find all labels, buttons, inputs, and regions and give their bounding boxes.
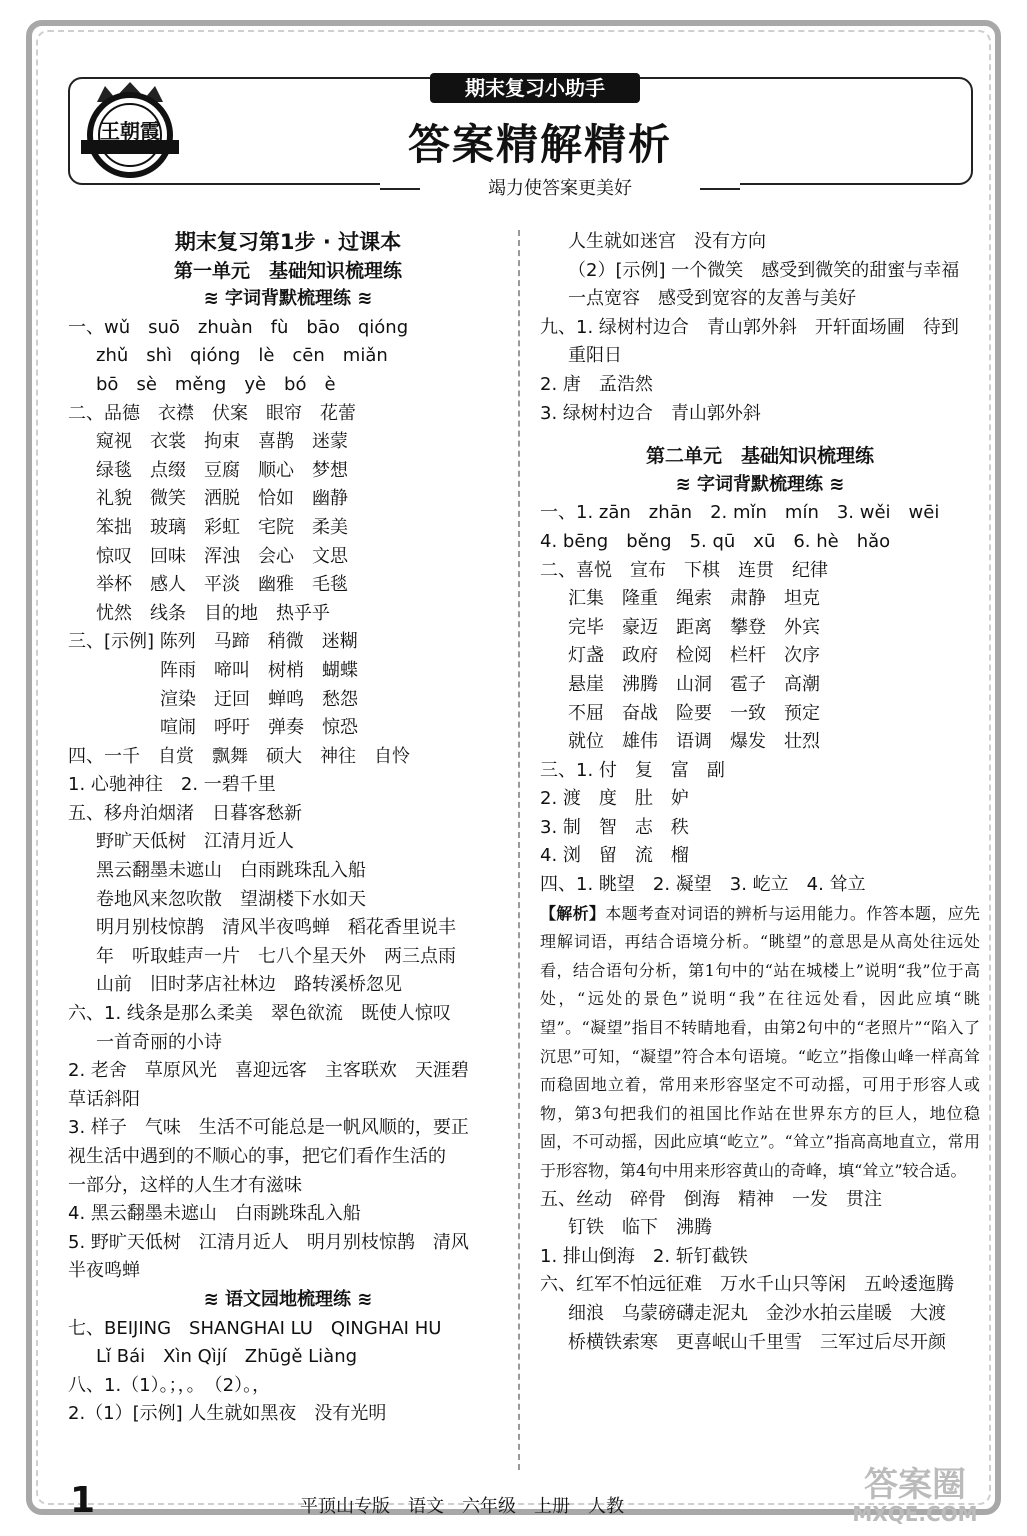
- answer-line: 七、BEIJING SHANGHAI LU QINGHAI HU: [68, 1317, 442, 1339]
- answer-line: 二、品德 衣襟 伏案 眼帘 花蕾: [68, 402, 356, 424]
- answer-line: 绿毯 点缀 豆腐 顺心 梦想: [96, 459, 348, 481]
- answer-line: 2. 渡 度 肚 妒: [540, 788, 689, 810]
- answer-line: 笨拙 玻璃 彩虹 宅院 柔美: [96, 516, 348, 538]
- answer-line: 四、1. 眺望 2. 凝望 3. 屹立 4. 耸立: [540, 874, 866, 896]
- answer-line: 卷地风来忽吹散 望湖楼下水如天: [96, 888, 366, 910]
- answer-line: 草话斜阳: [68, 1088, 140, 1110]
- answer-line: 2. 老舍 草原风光 喜迎远客 主客联欢 天涯碧: [68, 1060, 469, 1082]
- answer-line: 悬崖 沸腾 山洞 雹子 高潮: [568, 673, 820, 695]
- answer-line: 一、1. zān zhān 2. mǐn mín 3. wěi wēi: [540, 502, 940, 524]
- answer-line: bō sè měng yè bó è: [96, 373, 336, 395]
- spacer: [540, 428, 980, 442]
- answer-line: 5. 野旷天低树 江清月近人 明月别枝惊鹊 清风: [68, 1231, 469, 1253]
- answer-line: Lǐ Bái Xìn Qìjí Zhūgě Liàng: [96, 1346, 358, 1368]
- part-title: 期末复习第1步 · 过课本: [174, 230, 402, 254]
- answer-line: 礼貌 微笑 洒脱 恰如 幽静: [96, 488, 348, 510]
- header-slogan: 竭力使答案更美好: [380, 177, 740, 201]
- unit-title: 第二单元 基础知识梳理练: [645, 445, 874, 468]
- page-number: 1: [70, 1480, 96, 1521]
- answer-line: 惊叹 回味 浑浊 会心 文思: [96, 545, 348, 567]
- answer-line: zhǔ shì qióng lè cēn miǎn: [96, 345, 388, 367]
- answer-line: 完毕 豪迈 距离 攀登 外宾: [568, 616, 820, 638]
- watermark-sub: MXQE.COM: [852, 1502, 978, 1526]
- answer-line: 4. 浏 留 流 榴: [540, 845, 689, 867]
- answer-line: 3. 制 智 志 秩: [540, 816, 689, 838]
- answer-line: 重阳日: [568, 345, 622, 367]
- column-divider: [518, 230, 520, 1470]
- answer-line: 九、1. 绿树村边合 青山郭外斜 开轩面场圃 待到: [540, 316, 959, 338]
- answer-line: 半夜鸣蝉: [68, 1260, 140, 1282]
- answer-line: 忧然 线条 目的地 热乎乎: [96, 602, 330, 624]
- answer-line: 明月别枝惊鹊 清风半夜鸣蝉 稻花香里说丰: [96, 917, 456, 939]
- answer-line: 人生就如迷宫 没有方向: [568, 231, 766, 252]
- page-title: 答案精解精析: [407, 120, 672, 169]
- answer-line: 一、wǔ suō zhuàn fù bāo qióng: [68, 316, 409, 338]
- answer-line: 六、1. 线条是那么柔美 翠色欲流 既使人惊叹: [68, 1003, 451, 1025]
- answer-line: 五、移舟泊烟渚 日暮客愁新: [68, 802, 302, 824]
- answer-line: 二、喜悦 宣布 下棋 连贯 纪律: [540, 559, 828, 581]
- answer-line: 年 听取蛙声一片 七八个星天外 两三点雨: [96, 945, 456, 967]
- answer-line: 三、1. 付 复 富 副: [540, 759, 725, 781]
- answer-line: 汇集 隆重 绳索 肃静 坦克: [568, 588, 820, 610]
- logo-text: 王朝霞: [100, 119, 160, 143]
- answer-line: 五、丝动 碎骨 倒海 精神 一发 贯注: [540, 1188, 882, 1210]
- answer-line: 举杯 感人 平淡 幽雅 毛毯: [96, 574, 348, 596]
- answer-line: 窥视 衣裳 拘束 喜鹊 迷蒙: [96, 431, 348, 453]
- answer-line: 黑云翻墨未遮山 白雨跳珠乱入船: [96, 860, 366, 882]
- section-heading: ≋ 字词背默梳理练 ≋: [203, 288, 373, 310]
- answer-line: （2）[示例] 一个微笑 感受到微笑的甜蜜与幸福: [568, 259, 960, 281]
- footer-info: 平顶山专版 语文 六年级 上册 人教: [300, 1496, 624, 1517]
- answer-line: 4. 黑云翻墨未遮山 白雨跳珠乱入船: [68, 1203, 361, 1225]
- watermark-main: 答案圈: [864, 1465, 966, 1505]
- header-tag: 期末复习小助手: [430, 73, 640, 103]
- analysis-paragraph: [540, 900, 980, 1186]
- answer-line: 1. 心驰神往 2. 一碧千里: [68, 774, 276, 796]
- answer-line: 野旷天低树 江清月近人: [96, 831, 294, 853]
- answer-line: 视生活中遇到的不顺心的事，把它们看作生活的: [68, 1146, 446, 1167]
- answer-line: 细浪 乌蒙磅礴走泥丸 金沙水拍云崖暖 大渡: [568, 1302, 946, 1324]
- answer-line: 一点宽容 感受到宽容的友善与美好: [568, 288, 856, 310]
- answer-line: 2.（1）[示例] 人生就如黑夜 没有光明: [68, 1403, 387, 1425]
- answer-line: 1. 排山倒海 2. 斩钉截铁: [540, 1245, 748, 1267]
- answer-line: 灯盏 政府 检阅 栏杆 次序: [568, 645, 820, 667]
- right-column: [540, 228, 980, 1357]
- answer-line: 4. bēng běng 5. qū xū 6. hè hǎo: [540, 530, 891, 552]
- watermark: [820, 1465, 1010, 1530]
- section-heading: ≋ 语文园地梳理练 ≋: [203, 1288, 373, 1310]
- answer-line: 喧闹 呼吁 弹奏 惊恐: [160, 717, 358, 739]
- answer-line: 3. 绿树村边合 青山郭外斜: [540, 402, 761, 424]
- answer-line: 就位 雄伟 语调 爆发 壮烈: [568, 731, 820, 753]
- answer-line: 一部分，这样的人生才有滋味: [68, 1174, 302, 1196]
- answer-line: 渲染 迂回 蝉鸣 愁怨: [160, 688, 358, 710]
- brand-logo-icon: [75, 80, 185, 180]
- answer-line: 三、[示例] 陈列 马蹄 稍微 迷糊: [68, 631, 358, 653]
- answer-line: 3. 样子 气味 生活不可能总是一帆风顺的，要正: [68, 1117, 469, 1139]
- answer-line: 山前 旧时茅店社林边 路转溪桥忽见: [96, 974, 402, 996]
- unit-title: 第一单元 基础知识梳理练: [173, 259, 402, 282]
- answer-line: 钉铁 临下 沸腾: [568, 1217, 712, 1239]
- answer-line: 不屈 奋战 险要 一致 预定: [568, 702, 820, 724]
- answer-line: 八、1.（1）。；，。 （2）。，: [68, 1374, 271, 1396]
- left-column: [68, 228, 508, 1429]
- analysis-text: 本题考查对词语的辨析与运用能力。作答本题，应先理解词语，再结合语境分析。“眺望”的意思是从高处往远处看，结合语句分析，第1句中的“站在城楼上”说明“我”位于高处，“远处的景色”说明“我”在往远处看，因此应填“眺望”。“凝望”指目不转睛地看，由第2句中的“老照片”“陷入了沉思”可知，“凝望”符合本句语境。“屹立”指像山峰一样高耸而稳固地立着，常用来形容坚定不可动摇，可用于形容人或物，第3句把我们的祖国比作站在世界东方的巨人，地位稳固，不可动摇，因此应填“屹立”。“耸立”指高高地直立，常用于形容物，第4句中用来形容黄山的奇峰，填“耸立”较合适。: [540, 903, 980, 1180]
- answer-line: 阵雨 啼叫 树梢 蝴蝶: [160, 659, 358, 681]
- answer-line: 一首奇丽的小诗: [96, 1031, 222, 1053]
- answer-line: 六、红军不怕远征难 万水千山只等闲 五岭逶迤腾: [540, 1274, 954, 1296]
- answer-line: 桥横铁索寒 更喜岷山千里雪 三军过后尽开颜: [568, 1331, 946, 1353]
- answer-line: 2. 唐 孟浩然: [540, 373, 653, 395]
- answer-line: 四、一千 自赏 飘舞 硕大 神往 自怜: [68, 745, 410, 767]
- section-heading: ≋ 字词背默梳理练 ≋: [675, 473, 845, 495]
- analysis-label: 【解析】: [540, 903, 606, 923]
